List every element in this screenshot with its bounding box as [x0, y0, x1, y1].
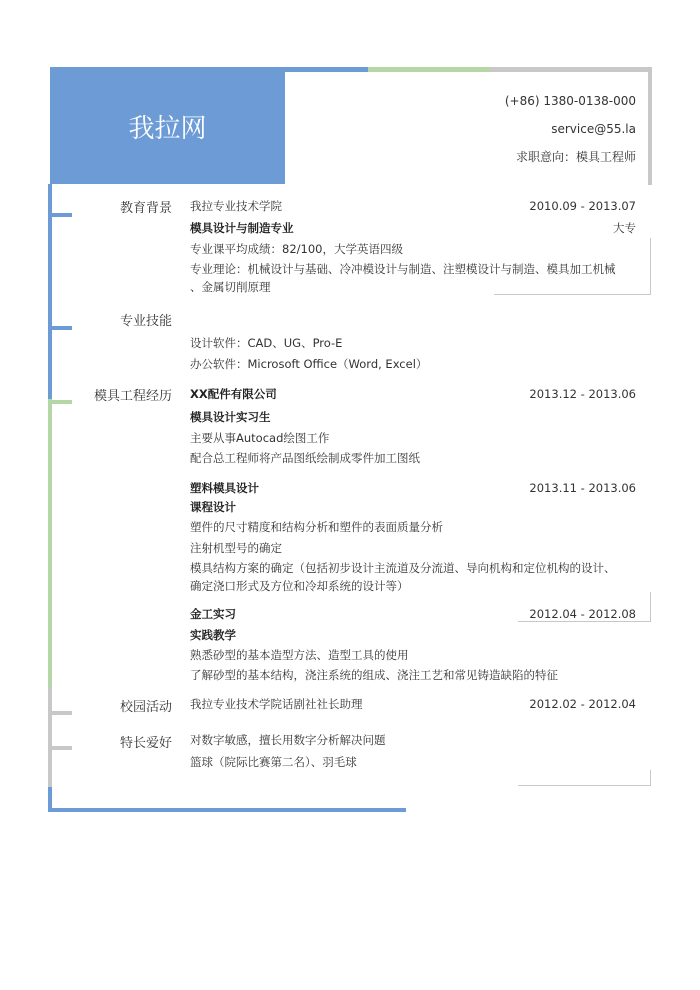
education-school: 我拉专业技术学院 — [190, 199, 282, 213]
experience-role: 模具设计实习生 — [190, 410, 271, 424]
job-objective: 求职意向：模具工程师 — [515, 150, 636, 164]
hobbies-line2: 篮球（院际比赛第二名）、羽毛球 — [190, 755, 357, 769]
experience-detail: 主要从事Autocad绘图工作 — [190, 431, 330, 445]
experience-detail: 模具结构方案的确定（包括初步设计主流道及分流道、导向机构和定位机构的设计、 — [190, 561, 616, 575]
experience-org: XX配件有限公司 — [190, 387, 277, 401]
section-title-experience: 模具工程经历 — [93, 389, 172, 404]
education-courses-line2: 、金属切削原理 — [190, 280, 271, 294]
experience-detail: 注射机型号的确定 — [190, 541, 282, 555]
email-address: service@55.la — [551, 122, 636, 136]
experience-detail: 了解砂型的基本结构，浇注系统的组成、浇注工艺和常见铸造缺陷的特征 — [190, 668, 558, 682]
campus-date: 2012.02 - 2012.04 — [529, 697, 636, 711]
education-degree: 大专 — [613, 221, 636, 235]
experience-role: 课程设计 — [190, 500, 236, 514]
right-border-gray — [648, 67, 652, 185]
education-date: 2010.09 - 2013.07 — [529, 199, 636, 213]
bracket-3-h — [518, 785, 651, 786]
candidate-name: 我拉网 — [50, 68, 285, 184]
bracket-1-v — [650, 238, 651, 295]
experience-detail: 确定浇口形式及方位和冷却系统的设计等） — [190, 579, 409, 593]
skills-office: 办公软件：Microsoft Office（Word, Excel） — [190, 357, 428, 371]
education-major: 模具设计与制造专业 — [190, 221, 294, 235]
experience-detail: 配合总工程师将产品图纸绘制成零件加工图纸 — [190, 451, 420, 465]
experience-detail: 熟悉砂型的基本造型方法、造型工具的使用 — [190, 648, 409, 662]
experience-detail: 塑件的尺寸精度和结构分析和塑件的表面质量分析 — [190, 520, 443, 534]
bracket-2-v — [650, 592, 651, 622]
left-border-green — [48, 399, 52, 687]
experience-role: 实践教学 — [190, 628, 236, 642]
top-border-green — [368, 67, 490, 72]
hobbies-line1: 对数字敏感，擅长用数字分析解决问题 — [190, 733, 386, 747]
experience-date: 2013.12 - 2013.06 — [529, 387, 636, 401]
experience-org: 塑料模具设计 — [190, 481, 259, 495]
bottom-border-blue — [48, 808, 406, 812]
bracket-1-h — [494, 294, 651, 295]
section-title-hobbies: 特长爱好 — [119, 736, 172, 751]
section-title-education: 教育背景 — [119, 201, 172, 216]
section-title-skills: 专业技能 — [119, 314, 172, 329]
education-courses-line1: 专业理论：机械设计与基础、冷冲模设计与制造、注塑模设计与制造、模具加工机械 — [190, 262, 616, 276]
bracket-3-v — [650, 770, 651, 786]
phone-number: (+86) 1380-0138-000 — [504, 94, 636, 108]
top-border-gray — [490, 67, 652, 72]
experience-date: 2013.11 - 2013.06 — [529, 481, 636, 495]
education-gpa: 专业课平均成绩：82/100，大学英语四级 — [190, 242, 403, 256]
section-title-campus: 校园活动 — [119, 700, 172, 715]
campus-activity: 我拉专业技术学院话剧社社长助理 — [190, 697, 363, 711]
skills-software: 设计软件：CAD、UG、Pro-E — [190, 336, 343, 350]
experience-date: 2012.04 - 2012.08 — [529, 607, 636, 621]
experience-org: 金工实习 — [190, 607, 236, 621]
